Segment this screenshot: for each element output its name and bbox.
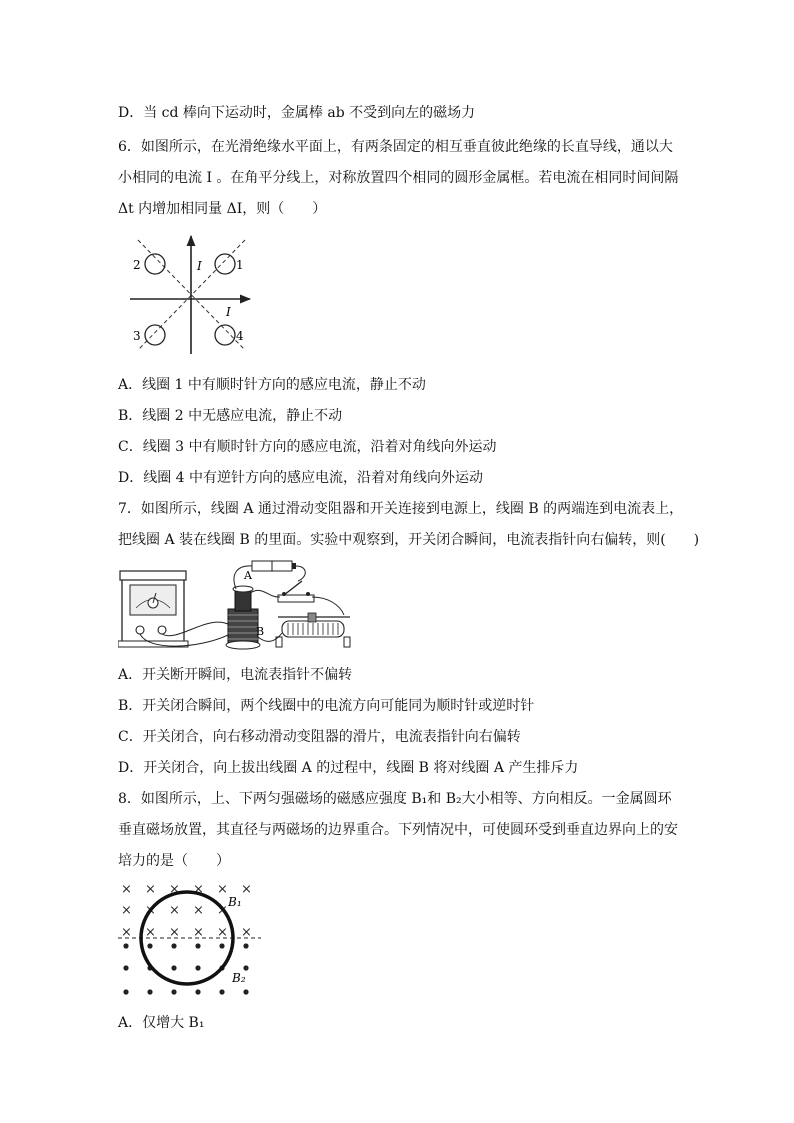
q8-figure <box>116 876 266 1001</box>
q7-option-d: D．开关闭合，向上拔出线圈 A 的过程中，线圈 B 将对线圈 A 产生排斥力 <box>118 760 579 776</box>
cross-mark: × <box>217 882 228 897</box>
cross-mark: × <box>169 882 180 897</box>
cross-mark: × <box>193 882 204 897</box>
dot-mark <box>171 943 176 948</box>
dot-mark <box>219 989 224 994</box>
q7-option-b: B．开关闭合瞬间，两个线圈中的电流方向可能同为顺时针或逆时针 <box>118 698 535 714</box>
cross-mark: × <box>193 903 204 918</box>
cross-mark: × <box>145 882 156 897</box>
q6-option-a: A．线圈 1 中有顺时针方向的感应电流，静止不动 <box>118 377 426 393</box>
q6-stem-line3: Δt 内增加相同量 ΔI，则（ ） <box>118 201 327 217</box>
switch <box>278 581 314 602</box>
dot-mark <box>147 943 152 948</box>
cross-mark: × <box>169 925 180 940</box>
cross-mark: × <box>193 925 204 940</box>
q8-stem-line3: 培力的是（ ） <box>118 853 230 869</box>
label-3: 3 <box>133 329 141 343</box>
q8-stem-line1: 8．如图所示，上、下两匀强磁场的磁感应强度 B₁和 B₂大小相等、方向相反。一金属圆环 <box>118 791 672 807</box>
dot-mark <box>195 965 200 970</box>
label-1: 1 <box>236 258 244 272</box>
label-b: B <box>256 625 265 638</box>
q7-option-c: C．开关闭合，向右移动滑动变阻器的滑片，电流表指针向右偏转 <box>118 729 521 745</box>
cross-mark: × <box>145 903 156 918</box>
current-v-label: I <box>197 259 202 273</box>
q7-stem-line1: 7．如图所示，线圈 A 通过滑动变阻器和开关连接到电源上，线圈 B 的两端连到电流表上， <box>118 501 684 517</box>
dot-mark <box>171 989 176 994</box>
dot-mark <box>219 943 224 948</box>
label-a: A <box>244 569 252 582</box>
dot-mark <box>243 989 248 994</box>
label-b1: B₁ <box>228 895 242 909</box>
coil-b <box>226 609 260 649</box>
q6-stem-line1: 6．如图所示，在光滑绝缘水平面上，有两条固定的相互垂直彼此绝缘的长直导线，通以大 <box>118 139 673 155</box>
q7-option-a: A．开关断开瞬间，电流表指针不偏转 <box>118 667 353 683</box>
q5-option-d: D．当 cd 棒向下运动时，金属棒 ab 不受到向左的磁场力 <box>118 105 476 121</box>
dot-mark <box>123 943 128 948</box>
dot-mark <box>243 965 248 970</box>
q7-stem-line2: 把线圈 A 装在线圈 B 的里面。实验中观察到，开关闭合瞬间，电流表指针向右偏转，则( ) <box>118 532 700 548</box>
q7-figure <box>118 553 362 653</box>
q8-option-a: A．仅增大 B₁ <box>118 1015 205 1031</box>
q6-option-d: D．线圈 4 中有逆针方向的感应电流，沿着对角线向外运动 <box>118 470 484 486</box>
label-2: 2 <box>133 258 141 272</box>
dot-mark <box>123 965 128 970</box>
loop-4 <box>215 325 235 345</box>
cross-mark: × <box>121 882 132 897</box>
coil-a <box>233 586 253 611</box>
cross-mark: × <box>241 882 252 897</box>
q6-option-c: C．线圈 3 中有顺时针方向的感应电流，沿着对角线向外运动 <box>118 439 497 455</box>
battery <box>252 561 296 571</box>
galvanometer <box>118 571 188 647</box>
cross-mark: × <box>121 925 132 940</box>
dot-mark <box>243 943 248 948</box>
dot-mark <box>195 989 200 994</box>
cross-mark: × <box>121 903 132 918</box>
dot-mark <box>171 965 176 970</box>
dot-mark <box>195 943 200 948</box>
loop-3 <box>145 325 165 345</box>
label-4: 4 <box>236 329 244 343</box>
cross-mark: × <box>217 925 228 940</box>
current-h-label: I <box>226 305 231 319</box>
cross-mark: × <box>241 925 252 940</box>
cross-mark: × <box>169 903 180 918</box>
cross-mark: × <box>217 903 228 918</box>
loop-1 <box>215 254 235 274</box>
q6-stem-line2: 小相同的电流 I 。在角平分线上，对称放置四个相同的圆形金属框。若电流在相同时间间隔 <box>118 170 679 186</box>
q6-option-b: B．线圈 2 中无感应电流，静止不动 <box>118 408 343 424</box>
q6-figure <box>128 232 258 357</box>
dot-mark <box>123 989 128 994</box>
cross-mark: × <box>145 925 156 940</box>
q8-stem-line2: 垂直磁场放置，其直径与两磁场的边界重合。下列情况中，可使圆环受到垂直边界向上的安 <box>118 822 678 838</box>
dot-mark <box>147 989 152 994</box>
rheostat <box>276 613 350 647</box>
label-b2: B₂ <box>232 971 246 985</box>
